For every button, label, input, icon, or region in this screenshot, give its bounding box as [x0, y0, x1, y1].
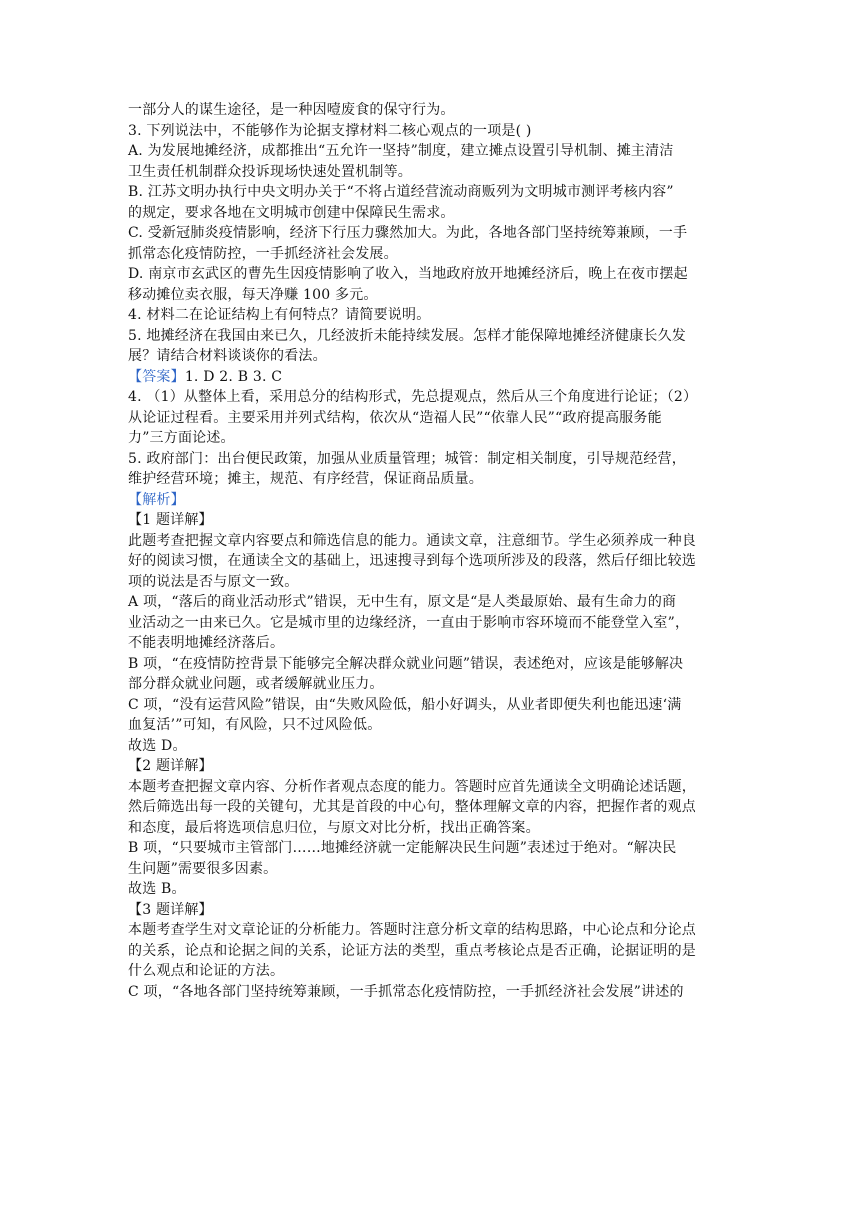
line-text: 5. 政府部门：出台便民政策，加强从业质量管理；城管：制定相关制度，引导规范经营， — [128, 450, 687, 467]
line-text: 抓常态化疫情防控，一手抓经济社会发展。 — [128, 245, 398, 262]
document-page — [128, 100, 740, 1002]
text-line — [128, 838, 740, 859]
text-line — [128, 428, 740, 449]
line-text: 5. 地摊经济在我国由来已久，几经波折未能持续发展。怎样才能保障地摊经济健康长久发 — [128, 327, 687, 344]
line-text: 的规定，要求各地在文明城市创建中保障民生需求。 — [128, 204, 455, 221]
line-text: 项的说法是否与原文一致。 — [128, 573, 299, 590]
line-text: 此题考查把握文章内容要点和筛选信息的能力。通读文章，注意细节。学生必须养成一种良 — [128, 532, 696, 549]
line-text: 生问题”需要很多因素。 — [128, 860, 278, 877]
text-line — [128, 531, 740, 552]
text-line — [128, 592, 740, 613]
text-line — [128, 674, 740, 695]
text-line — [128, 797, 740, 818]
text-line — [128, 818, 740, 839]
text-line — [128, 879, 740, 900]
line-text: A. 为发展地摊经济，成都推出“五允许一坚持”制度，建立摊点设置引导机制、摊主清洁 — [128, 143, 674, 159]
text-line — [128, 223, 740, 244]
line-text: C 项，“各地各部门坚持统筹兼顾，一手抓常态化疫情防控，一手抓经济社会发展”讲述的 — [128, 983, 684, 1000]
line-text: B 项，“在疫情防控背景下能够完全解决群众就业问题”错误，表述绝对，应该是能够解决 — [128, 655, 684, 672]
line-text: 展？请结合材料谈谈你的看法。 — [128, 348, 327, 364]
line-text: 血复活’”可知，有风险，只不过风险低。 — [128, 717, 382, 733]
text-line — [128, 920, 740, 941]
text-line — [128, 777, 740, 798]
line-text: 【3 题详解】 — [128, 901, 213, 918]
text-line — [128, 100, 740, 121]
line-text: 不能表明地摊经济落后。 — [128, 635, 285, 651]
section-tag: 【解析】 — [128, 491, 185, 508]
line-text: 力”三方面论述。 — [128, 430, 235, 446]
text-line — [128, 941, 740, 962]
text-line — [128, 859, 740, 880]
line-text: 4. （1）从整体上看，采用总分的结构形式，先总提观点，然后从三个角度进行论证；（2） — [128, 389, 698, 405]
line-text: 卫生责任机制群众投诉现场快速处置机制等。 — [128, 163, 412, 180]
line-text: C 项，“没有运营风险”错误，由“失败风险低，船小好调头，从业者即便失利也能迅速‘满 — [128, 696, 682, 713]
text-line — [128, 285, 740, 306]
text-line — [128, 162, 740, 183]
text-line — [128, 387, 740, 408]
text-line — [128, 613, 740, 634]
line-text: 一部分人的谋生途径，是一种因噎废食的保守行为。 — [128, 102, 455, 118]
text-line — [128, 633, 740, 654]
line-text: 从论证过程看。主要采用并列式结构，依次从“造福人民”“依靠人民”“政府提高服务能 — [128, 409, 662, 426]
text-line — [128, 490, 740, 511]
line-text: B. 江苏文明办执行中央文明办关于“不将占道经营流动商贩列为文明城市测评考核内容” — [128, 184, 674, 200]
line-text: 【2 题详解】 — [128, 758, 213, 774]
text-line — [128, 203, 740, 224]
text-line — [128, 715, 740, 736]
line-text: 本题考查学生对文章论证的分析能力。答题时注意分析文章的结构思路，中心论点和分论点 — [128, 922, 696, 938]
text-line — [128, 367, 740, 388]
text-line — [128, 756, 740, 777]
text-line — [128, 572, 740, 593]
text-line — [128, 449, 740, 470]
line-text: 本题考查把握文章内容、分析作者观点态度的能力。答题时应首先通读全文明确论述话题， — [128, 778, 696, 795]
line-text: A 项，“落后的商业活动形式”错误，无中生有，原文是“是人类最原始、最有生命力的商 — [128, 594, 677, 610]
text-line — [128, 900, 740, 921]
text-line — [128, 982, 740, 1003]
line-text: 移动摊位卖衣服，每天净赚 100 多元。 — [128, 286, 378, 303]
text-line — [128, 305, 740, 326]
line-text: 【1 题详解】 — [128, 512, 213, 528]
text-line — [128, 264, 740, 285]
text-line — [128, 510, 740, 531]
line-text: 1. D 2. B 3. C — [184, 368, 283, 385]
text-line — [128, 654, 740, 675]
line-text: 4. 材料二在论证结构上有何特点？请简要说明。 — [128, 307, 431, 323]
line-text: C. 受新冠肺炎疫情影响，经济下行压力骤然加大。为此，各地各部门坚持统筹兼顾，一手 — [128, 225, 688, 241]
line-text: 好的阅读习惯，在通读全文的基础上，迅速搜寻到每个选项所涉及的段落，然后仔细比较选 — [128, 553, 696, 569]
text-line — [128, 736, 740, 757]
text-line — [128, 408, 740, 429]
text-line — [128, 469, 740, 490]
text-line — [128, 326, 740, 347]
line-text: 然后筛选出每一段的关键句，尤其是首段的中心句，整体理解文章的内容，把握作者的观点 — [128, 799, 696, 815]
line-text: 和态度，最后将选项信息归位，与原文对比分析，找出正确答案。 — [128, 819, 540, 836]
line-text: 故选 B。 — [128, 881, 186, 897]
line-text: 部分群众就业问题，或者缓解就业压力。 — [128, 676, 384, 692]
line-text: 3. 下列说法中，不能够作为论据支撑材料二核心观点的一项是( ) — [128, 122, 532, 139]
line-text: D. 南京市玄武区的曹先生因疫情影响了收入，当地政府放开地摊经济后，晚上在夜市摆起 — [128, 266, 688, 282]
line-text: 故选 D。 — [128, 737, 187, 754]
line-text: 维护经营环境；摊主，规范、有序经营，保证商品质量。 — [128, 471, 483, 487]
line-text: 业活动之一由来已久。它是城市里的边缘经济，一直由于影响市容环境而不能登堂入室”， — [128, 614, 690, 631]
text-line — [128, 695, 740, 716]
line-text: 什么观点和论证的方法。 — [128, 963, 285, 979]
text-line — [128, 141, 740, 162]
text-line — [128, 121, 740, 142]
line-text: B 项，“只要城市主管部门……地摊经济就一定能解决民生问题”表述过于绝对。“解决民 — [128, 840, 677, 856]
line-text: 的关系，论点和论据之间的关系，论证方法的类型，重点考核论点是否正确，论据证明的是 — [128, 942, 696, 959]
text-line — [128, 551, 740, 572]
text-line — [128, 346, 740, 367]
text-line — [128, 961, 740, 982]
section-tag: 【答案】 — [128, 368, 185, 385]
text-line — [128, 244, 740, 265]
text-line — [128, 182, 740, 203]
